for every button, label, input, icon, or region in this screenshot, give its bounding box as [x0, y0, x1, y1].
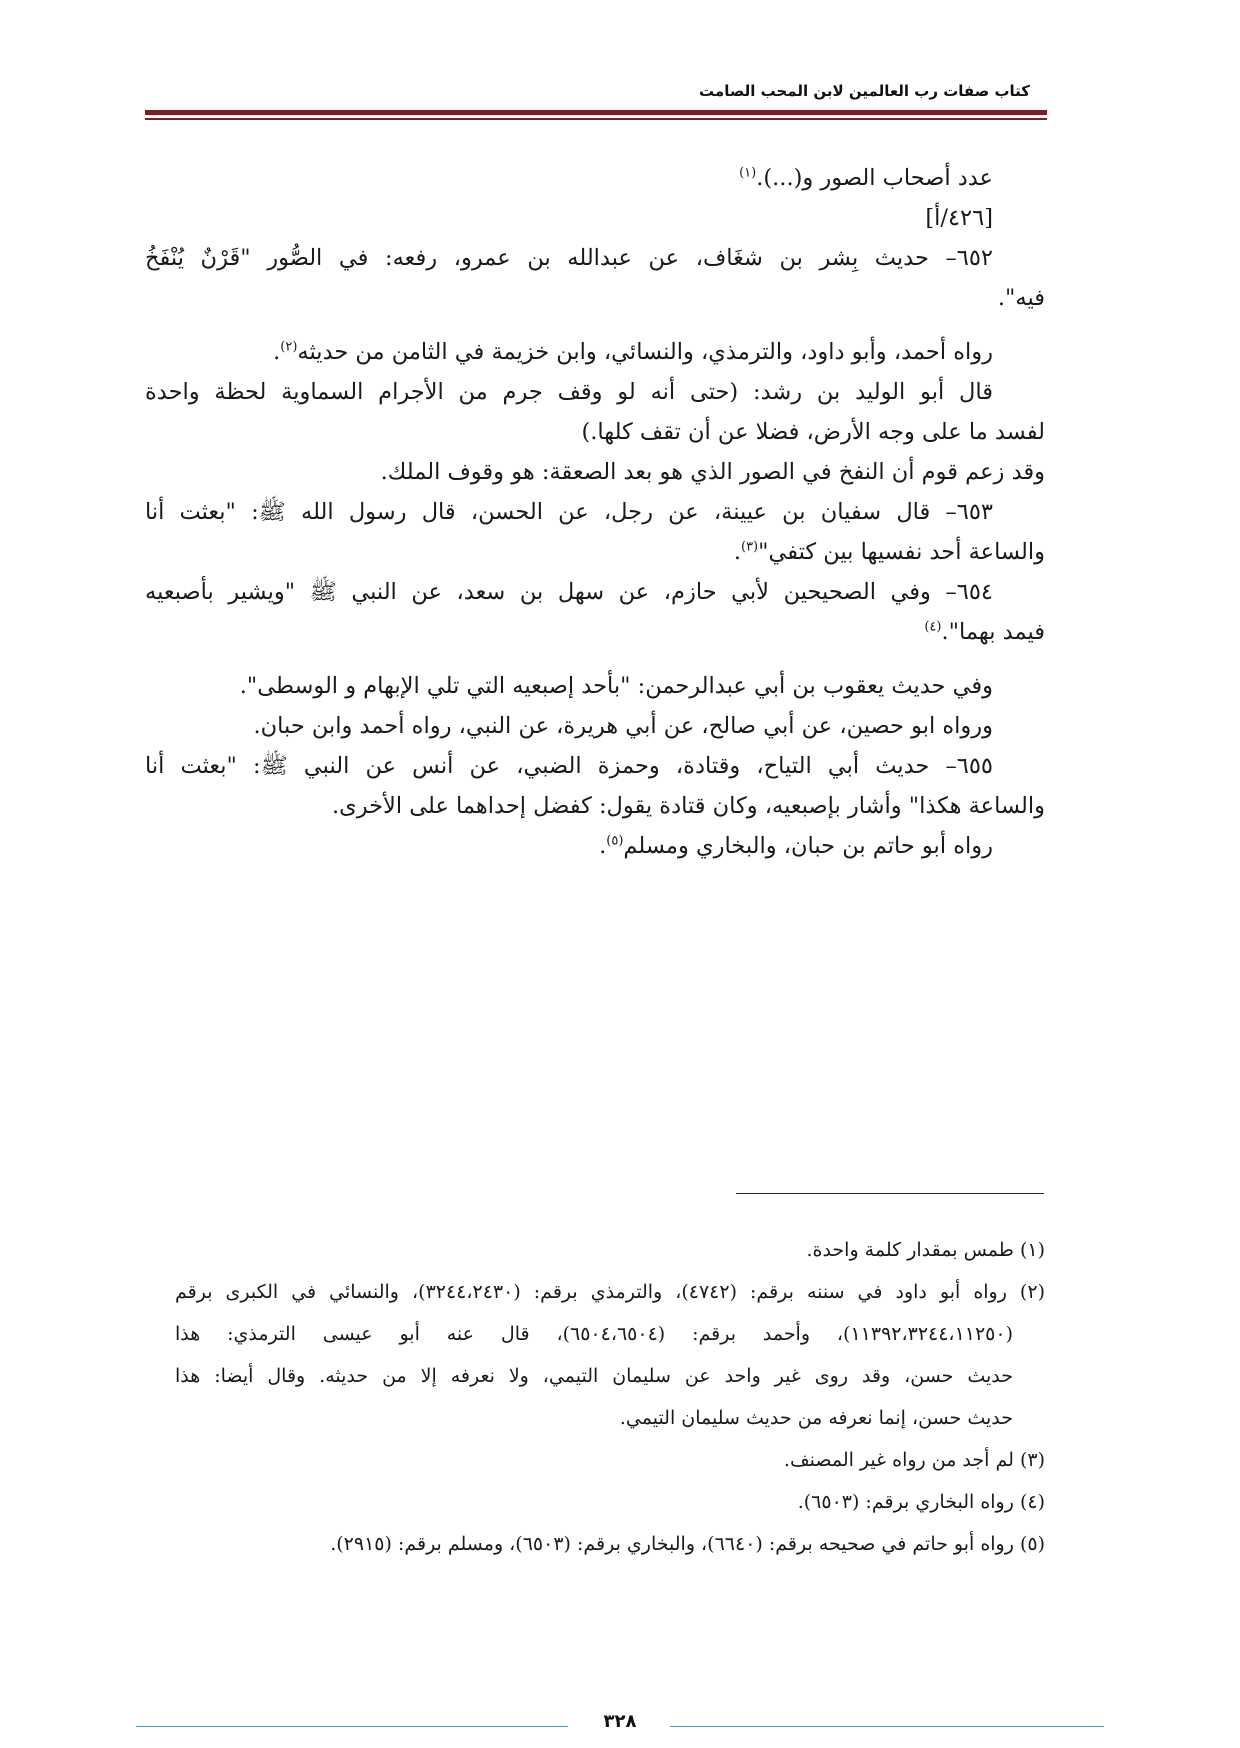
folio-marker: [٤٢٦/أ]: [925, 205, 993, 231]
text-line: والساعة هكذا" وأشار بإصبعيه، وكان قتادة يقول: كفضل إحداهما على الأخرى.: [331, 793, 1045, 819]
footnote-ref: (٤): [924, 619, 942, 635]
hadith-654: ٦٥٤– وفي الصحيحين لأبي حازم، عن سهل بن سعد، عن النبي ﷺ "ويشير بأصبعيه: [145, 579, 993, 605]
footnote-1: (١) طمس بمقدار كلمة واحدة.: [806, 1239, 1045, 1261]
hadith-655: ٦٥٥– حديث أبي التياح، وقتادة، وحمزة الضبي، عن أنس عن النبي ﷺ: "بعثت أنا: [145, 753, 993, 779]
footnote-ref: (٣): [740, 539, 759, 555]
text-span: .: [599, 833, 607, 859]
text-span: .: [733, 539, 741, 565]
text-line: [145, 158, 1045, 198]
text-span: فيمد بهما".: [941, 619, 1045, 645]
footnote-4: (٤) رواه البخاري برقم: (٦٥٠٣).: [797, 1491, 1045, 1513]
footnote-3: (٣) لم أجد من رواه غير المصنف.: [783, 1449, 1045, 1471]
text-line: [145, 612, 1045, 652]
footnote-ref: (٥): [606, 833, 624, 849]
footnote-ref: (٢): [280, 339, 298, 355]
text-line: [145, 532, 1045, 572]
footnotes: [175, 1229, 1045, 1565]
text-span: .: [273, 339, 281, 365]
footnote-2-cont: حديث حسن، وقد روى غير واحد عن سليمان التيمي، ولا نعرفه إلا من حديثه. وقال أيضا: هذا: [175, 1365, 1013, 1387]
footer-rule-left: [136, 1726, 568, 1727]
text-span: رواه أحمد، وأبو داود، والترمذي، والنسائي، وابن خزيمة في الثامن من حديثه: [297, 339, 993, 365]
main-text: [145, 158, 1045, 866]
hadith-652: ٦٥٢– حديث بِشر بن شغَاف، عن عبدالله بن عمرو، رفعه: في الصُّور "قَرْنٌ يُنْفَخُ: [145, 245, 993, 271]
page-number: ٣٢٨: [603, 1711, 637, 1732]
text-span: رواه أبو حاتم بن حبان، والبخاري ومسلم: [623, 833, 993, 859]
book-title: كتاب صفات رب العالمين لابن المحب الصامت: [699, 82, 1030, 100]
text-span: عدد أصحاب الصور و(...).: [756, 165, 993, 191]
footnote-ref: (١): [739, 165, 757, 181]
text-line: ورواه ابو حصين، عن أبي صالح، عن أبي هريرة، عن النبي، رواه أحمد وابن حبان.: [253, 713, 993, 739]
footnote-2: (٢) رواه أبو داود في سننه برقم: (٤٧٤٢)، والترمذي برقم: (٣٢٤٤،٢٤٣٠)، والنسائي في الكبرى برقم: [175, 1281, 1045, 1303]
text-line: لفسد ما على وجه الأرض، فضلا عن أن تقف كلها.): [581, 419, 1045, 445]
footnote-5: (٥) رواه أبو حاتم في صحيحه برقم: (٦٦٤٠)، والبخاري برقم: (٦٥٠٣)، ومسلم برقم: (٢٩١٥).: [330, 1533, 1045, 1555]
header-rule: [145, 110, 1047, 115]
text-span: والساعة أحد نفسيها بين كتفي": [758, 539, 1045, 565]
text-line: وفي حديث يعقوب بن أبي عبدالرحمن: "بأحد إصبعيه التي تلي الإبهام و الوسطى".: [239, 673, 993, 699]
text-line: وقد زعم قوم أن النفخ في الصور الذي هو بعد الصعقة: هو وقوف الملك.: [380, 459, 1045, 485]
text-line: فيه".: [997, 285, 1045, 311]
footer-rule-right: [670, 1726, 1104, 1727]
text-line: [145, 332, 1045, 372]
hadith-653: ٦٥٣– قال سفيان بن عيينة، عن رجل، عن الحسن، قال رسول الله ﷺ: "بعثت أنا: [145, 499, 993, 525]
text-line: [145, 826, 1045, 866]
footnote-2-cont: (١١٣٩٢،٣٢٤٤،١١٢٥٠)، وأحمد برقم: (٦٥٠٤،٦٥٠٤)، قال عنه أبو عيسى الترمذي: هذا: [175, 1323, 1014, 1345]
footnote-separator: [736, 1193, 1044, 1194]
header-rule-thin: [145, 118, 1047, 120]
text-line: قال أبو الوليد بن رشد: (حتى أنه لو وقف جرم من الأجرام السماوية لحظة واحدة: [145, 379, 993, 405]
footnote-2-cont: حديث حسن، إنما نعرفه من حديث سليمان التيمي.: [619, 1407, 1013, 1429]
